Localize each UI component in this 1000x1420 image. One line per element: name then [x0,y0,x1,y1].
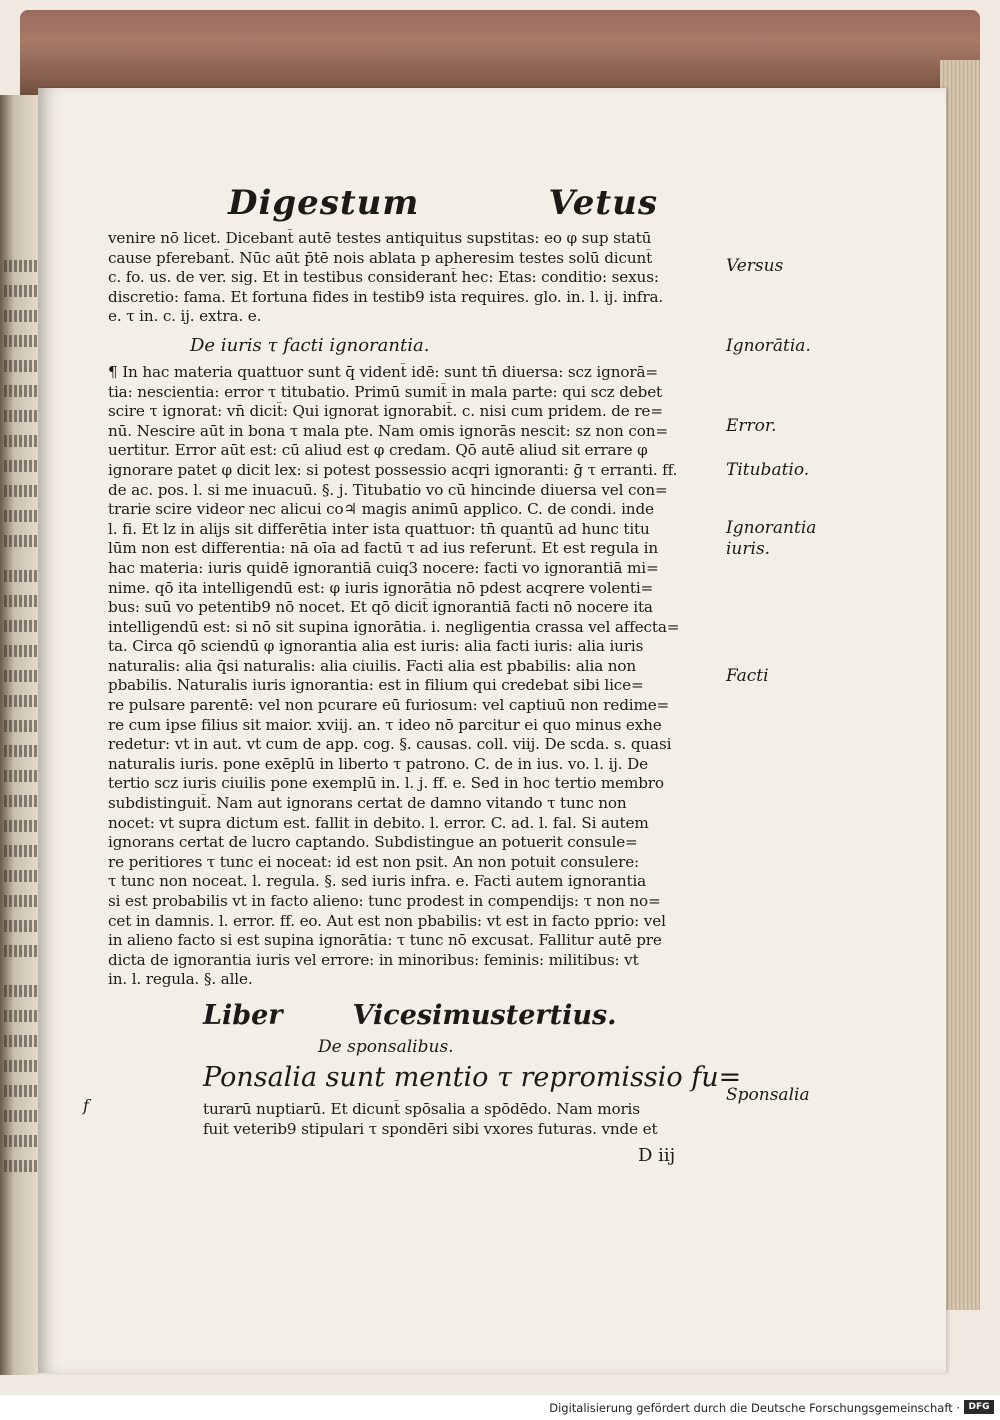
text-line: ignorare patet φ dicit lex: si potest possessio acqri ignoranti: ḡ τ erranti. ff. [108,460,678,479]
running-head-right: Vetus [548,183,658,223]
text-line: τ tunc non noceat. l. regula. §. sed iuris infra. e. Facti autem ignorantia [108,872,647,891]
text-line: intelligendū est: si nō sit supina ignorātia. i. negligentia crassa vel affecta= [108,617,680,636]
gloss-titubatio: Titubatio. [726,460,810,480]
page-edges [940,60,980,1310]
opening-line: Ponsalia sunt mentio τ repromissio fu= [203,1061,742,1093]
chapter-title: De sponsalibus. [318,1036,454,1057]
text-line: uertitur. Error aūt est: cū aliud est φ credam. Qō autē aliud sit errare φ [108,441,648,460]
text-line: hac materia: iuris quidē ignorantiā cuiq3 nocere: facti vo ignorantiā mi= [108,558,659,577]
text-line: tertio scz iuris ciuilis pone exemplū in. l. j. ff. e. Sed in hoc tertio membro [108,774,664,793]
text-line: trarie scire videor nec alicui co♃ magis animū applico. C. de condi. inde [108,500,654,519]
section-title: De iuris τ facti ignorantia. [190,334,430,356]
text-line: turarū nuptiarū. Et dicunt̄ spōsalia a spōdēdo. Nam moris [203,1099,640,1118]
printed-page [38,88,946,1373]
running-head-left: Digestum [228,183,420,223]
book-title [108,1000,728,1032]
facing-page-edge [0,95,40,1375]
footer-bar [0,1395,1000,1420]
marginal-glosses [726,88,886,1373]
text-line: ta. Circa qō sciendū φ ignorantia alia est iuris: alia facti iuris: alia iuris [108,637,644,656]
text-line: nocet: vt supra dictum est. fallit in debito. l. error. C. ad. l. fal. Si autem [108,813,649,832]
text-line: ¶ In hac materia quattuor sunt q̄ vident̄ idē: sunt tn̄ diuersa: scz ignorā= [108,362,658,381]
signature-mark: D iij [638,1145,676,1167]
text-line: nū. Nescire aūt in bona τ mala pte. Nam omis ignorās nescit: sz non con= [108,421,668,440]
dfg-logo: DFG [964,1400,994,1414]
text-line: de ac. pos. l. si me inuacuū. §. j. Titubatio vo cū hincinde diuersa vel con= [108,480,668,499]
text-line: c. fo. us. de ver. sig. Et in testibus considerant̄ hec: Etas: conditio: sexus: [108,268,659,287]
text-line: in. l. regula. §. alle. [108,970,253,989]
gloss-ignorantia-iuris: Ignorantia [726,518,817,538]
running-head [228,183,658,223]
gloss-iuris: iuris. [726,539,771,559]
text-line: naturalis: alia q̄si naturalis: alia ciuilis. Facti alia est pbabilis: alia non [108,656,637,675]
text-line: scire τ ignorat: vn̄ dicit̄: Qui ignorat ignorabit̄. c. nisi cum pridem. de re= [108,402,663,421]
text-line: bus: suū vo petentib9 nō nocet. Et qō dicit̄ ignorantiā facti nō nocere ita [108,598,653,617]
gloss-ignorantia: Ignorātia. [726,336,811,356]
text-line: cause pferebant̄. Nūc aūt p̄tē nois ablata p apheresim testes solū dicunt̄ [108,248,653,267]
text-line: cet in damnis. l. error. ff. eo. Aut est non pbabilis: vt est in facto pprio: vel [108,911,666,930]
text-line: re peritiores τ tunc ei noceat: id est non psit. An non potuit consulere: [108,852,640,871]
text-line: pbabilis. Naturalis iuris ignorantia: est in filium qui credebat sibi lice= [108,676,644,695]
book-title-left: Liber [203,999,283,1031]
margin-letter: f [83,1096,89,1115]
main-text-block [108,183,742,1167]
text-line: e. τ in. c. ij. extra. e. [108,307,262,326]
section-paragraph [108,363,728,990]
text-line: re cum ipse filius sit maior. xviij. an. τ ideo nō parcitur ei quo minus exhe [108,715,662,734]
text-line: tia: nescientia: error τ titubatio. Primū sumit̄ in mala parte: qui scz debet [108,382,662,401]
intro-paragraph [108,229,728,327]
gloss-versus: Versus [726,256,784,276]
text-line: redetur: vt in aut. vt cum de app. cog. §. causas. coll. viij. De scda. s. quasi [108,735,672,754]
text-line: ignorans certat de lucro captando. Subdistingue an potuerit consule= [108,833,638,852]
text-line: subdistinguit̄. Nam aut ignorans certat de damno vitando τ tunc non [108,794,627,813]
book-title-right: Vicesimustertius. [352,999,617,1031]
funding-credit: Digitalisierung gefördert durch die Deutsche Forschungsgemeinschaft · [549,1401,960,1415]
text-line: nime. qō ita intelligendū est: φ iuris ignorātia nō pdest acqrere volenti= [108,578,654,597]
gloss-error: Error. [726,416,777,436]
gloss-sponsalia: Sponsalia [726,1085,810,1105]
book-cover-top-edge [20,10,980,100]
text-line: re pulsare parentē: vel non pcurare eū furiosum: vel captiuū non redime= [108,696,670,715]
closing-paragraph [108,1100,728,1139]
text-line: discretio: fama. Et fortuna fides in testib9 ista requires. glo. in. l. ij. infra. [108,287,664,306]
text-line: venire nō licet. Dicebant̄ autē testes antiquitus supstitas: eo φ sup statū [108,229,652,247]
gloss-facti: Facti [726,666,769,686]
text-line: naturalis iuris. pone exēplū in liberto τ patrono. C. de in ius. vo. l. ij. De [108,754,648,773]
text-line: l. fi. Et lz in alijs sit differētia inter ista quattuor: tn̄ quantū ad hunc titu [108,519,650,538]
text-line: in alieno facto si est supina ignorātia: τ tunc nō excusat. Fallitur autē pre [108,931,662,950]
text-line: si est probabilis vt in facto alieno: tunc prodest in compendijs: τ non no= [108,892,661,910]
text-line: lūm non est differentia: nā oīa ad factū τ ad ius referunt̄. Et est regula in [108,539,658,558]
text-line: fuit veterib9 stipulari τ spondēri sibi vxores futuras. vnde et [203,1119,658,1138]
text-line: dicta de ignorantia iuris vel errore: in minoribus: feminis: militibus: vt [108,950,639,969]
